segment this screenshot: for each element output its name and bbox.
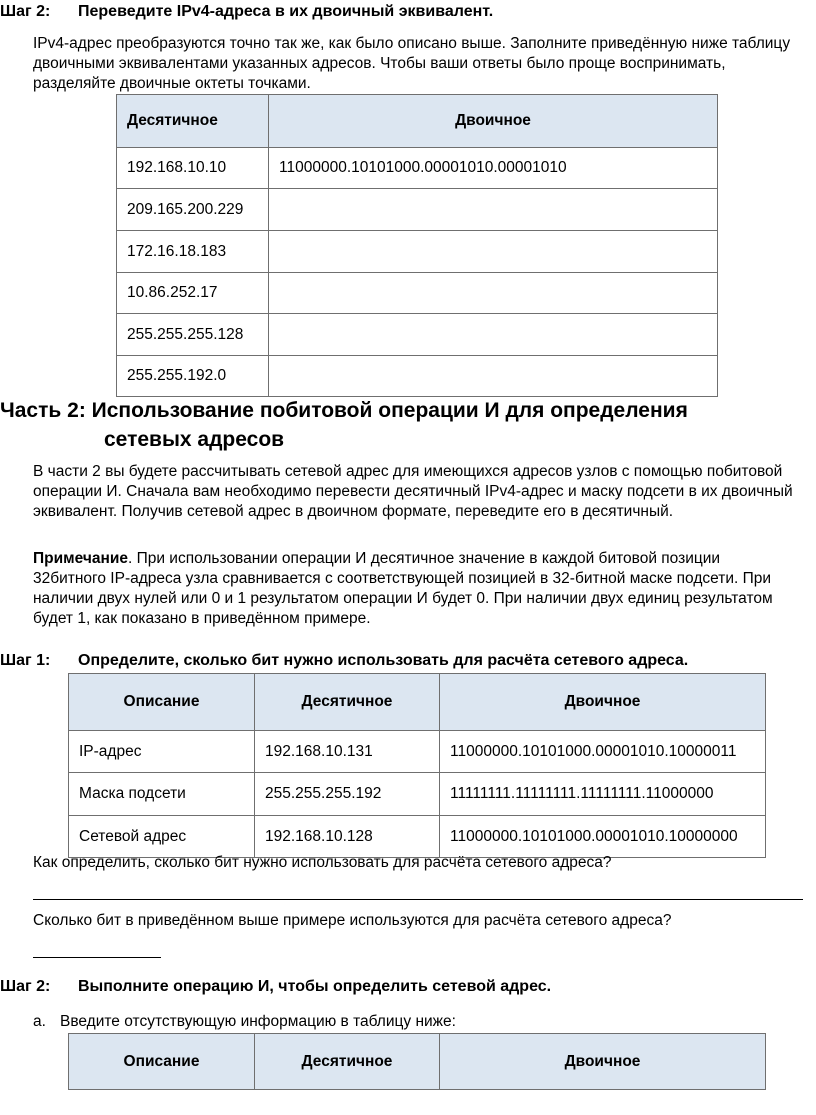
header-binary: Двоичное <box>440 1034 766 1090</box>
table-header-row <box>117 95 718 148</box>
table-header-row <box>69 1034 766 1090</box>
and-operation-table <box>68 1033 766 1090</box>
decimal-cell: 192.168.10.128 <box>255 816 440 858</box>
binary-cell: 11000000.10101000.00001010.10000000 <box>440 816 766 858</box>
table-header-row <box>69 674 766 731</box>
step2b-title: Выполните операцию И, чтобы определить сетевой адрес. <box>78 978 552 995</box>
binary-cell: 11111111.11111111.11111111.11000000 <box>440 773 766 816</box>
step1-heading <box>0 652 688 670</box>
step2-title: Переведите IPv4-адреса в их двоичный эквивалент. <box>78 3 494 20</box>
answer-line-1[interactable] <box>33 899 803 900</box>
binary-cell[interactable]: 11000000.10101000.00001010.00001010 <box>269 148 718 189</box>
table-row <box>117 231 718 273</box>
step1-title: Определите, сколько бит нужно использовать для расчёта сетевого адреса. <box>78 652 689 669</box>
step2-label: Шаг 2: <box>0 3 51 20</box>
decimal-cell: 192.168.10.10 <box>117 148 269 189</box>
header-decimal: Десятичное <box>255 1034 440 1090</box>
step1-label: Шаг 1: <box>0 652 51 669</box>
decimal-cell: 255.255.192.0 <box>117 356 269 397</box>
binary-cell[interactable] <box>269 273 718 314</box>
binary-cell: 11000000.10101000.00001010.10000011 <box>440 731 766 773</box>
table-row <box>69 816 766 858</box>
table-row <box>117 273 718 314</box>
header-decimal: Десятичное <box>117 95 269 148</box>
binary-cell[interactable] <box>269 314 718 356</box>
header-binary: Двоичное <box>269 95 718 148</box>
table-row <box>117 148 718 189</box>
step2b-label: Шаг 2: <box>0 978 51 995</box>
decimal-cell: 255.255.255.128 <box>117 314 269 356</box>
decimal-cell: 209.165.200.229 <box>117 189 269 231</box>
part2-intro: В части 2 вы будете рассчитывать сетевой адрес для имеющихся адресов узлов с помощью побитовой операции И. Сначала вам необходимо перевести десятичный IPv4-адрес и маску подсети в их двоичный эквивалент. Получив сетевой адрес в двоичном формате, переведите его в десятичный. <box>33 463 793 520</box>
table-row <box>69 731 766 773</box>
description-cell: IP-адрес <box>69 731 255 773</box>
question-bits-in-example: Сколько бит в приведённом выше примере используются для расчёта сетевого адреса? <box>33 912 672 929</box>
answer-line-2[interactable] <box>33 957 161 958</box>
table-row <box>117 356 718 397</box>
header-binary: Двоичное <box>440 674 766 731</box>
header-description: Описание <box>69 674 255 731</box>
item-a <box>33 1012 456 1032</box>
step2b-heading <box>0 978 551 996</box>
step2-intro: IPv4-адрес преобразуются точно так же, как было описано выше. Заполните приведённую ниже таблицу двоичными эквивалентами указанных адресов. Чтобы ваши ответы было проще воспринимать, разделяйте двоичные октеты точками. <box>33 35 791 92</box>
description-cell: Сетевой адрес <box>69 816 255 858</box>
header-description: Описание <box>69 1034 255 1090</box>
binary-cell[interactable] <box>269 189 718 231</box>
binary-cell[interactable] <box>269 356 718 397</box>
decimal-cell: 255.255.255.192 <box>255 773 440 816</box>
table-row <box>69 773 766 816</box>
step2-heading <box>0 3 493 21</box>
part2-title-line2: сетевых адресов <box>104 428 285 451</box>
note-label: Примечание <box>33 550 128 567</box>
decimal-binary-table <box>116 94 718 397</box>
part2-note <box>33 549 793 629</box>
table-row <box>117 314 718 356</box>
decimal-cell: 192.168.10.131 <box>255 731 440 773</box>
binary-cell[interactable] <box>269 231 718 273</box>
note-text: . При использовании операции И десятичное значение в каждой битовой позиции 32битного IP-адреса узла сравнивается с соответствующей позицией в 32-битной маске подсети. При наличии двух нулей или 0 и 1 результатом операции И будет 0. При наличии двух единиц результатом будет 1, как показано в приведённом примере. <box>33 550 773 627</box>
item-a-text: Введите отсутствующую информацию в таблицу ниже: <box>60 1013 456 1030</box>
question-how-many-bits: Как определить, сколько бит нужно использовать для расчёта сетевого адреса? <box>33 854 612 871</box>
part2-title-line1: Часть 2: Использование побитовой операции И для определения <box>0 399 688 422</box>
table-row <box>117 189 718 231</box>
description-cell: Маска подсети <box>69 773 255 816</box>
item-a-marker: a. <box>33 1013 46 1030</box>
network-address-table <box>68 673 766 858</box>
header-decimal: Десятичное <box>255 674 440 731</box>
decimal-cell: 10.86.252.17 <box>117 273 269 314</box>
decimal-cell: 172.16.18.183 <box>117 231 269 273</box>
